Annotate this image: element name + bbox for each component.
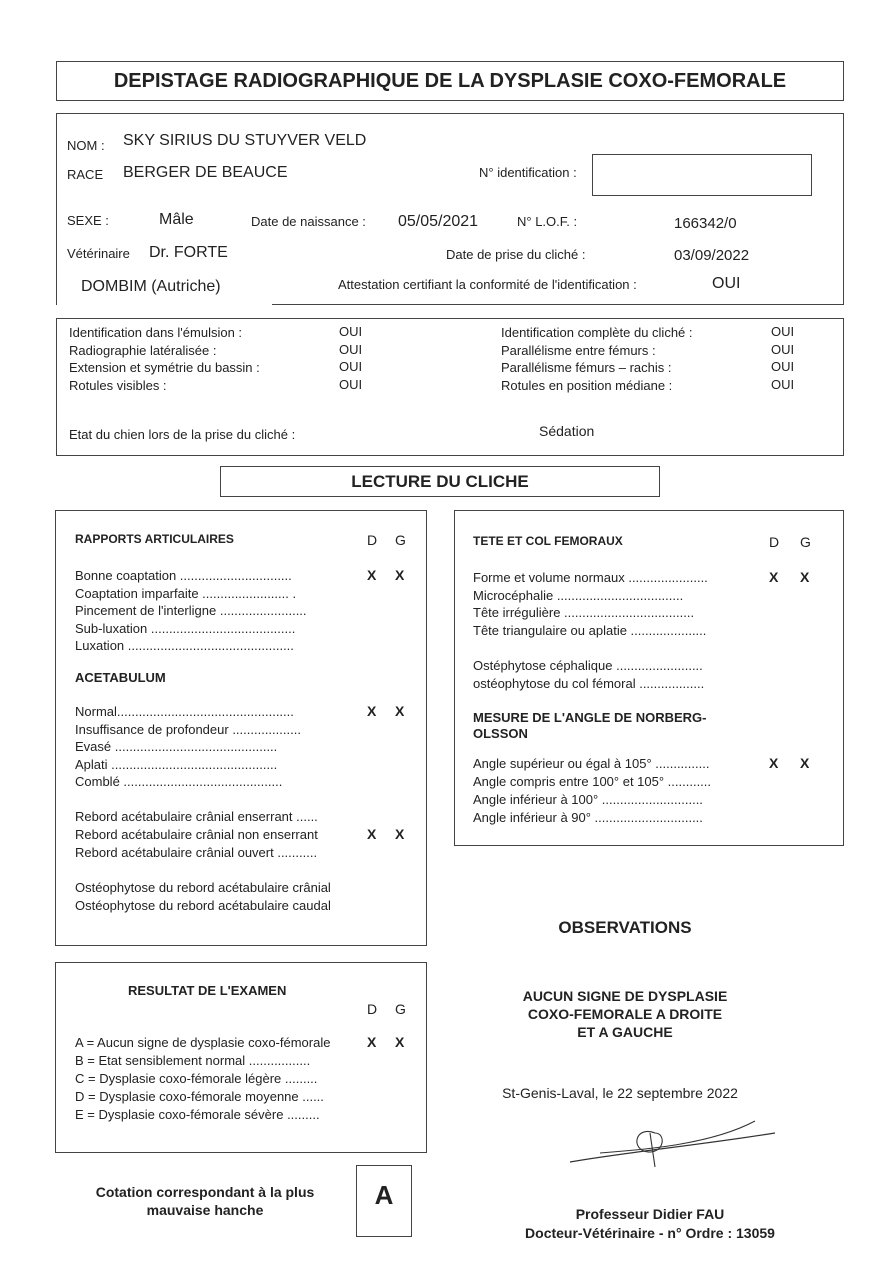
mark-d: X — [367, 1034, 377, 1050]
check-label: Identification complète du cliché : — [501, 325, 693, 340]
check-label: Parallélisme entre fémurs : — [501, 342, 656, 358]
list-item: E = Dysplasie coxo-fémorale sévère ......... — [75, 1107, 320, 1122]
tete-title: TETE ET COL FEMORAUX — [473, 534, 623, 548]
check-label: Rotules visibles : — [69, 377, 167, 393]
lof-value: 166342/0 — [674, 215, 737, 232]
checks-box — [56, 318, 844, 456]
check-value: OUI — [339, 324, 363, 339]
list-item: Bonne coaptation ............................... — [75, 568, 292, 583]
divider — [272, 304, 844, 305]
origin-value: DOMBIM (Autriche) — [81, 278, 221, 295]
nom-label: NOM : — [67, 138, 105, 153]
list-item: Pincement de l'interligne ........................ — [75, 603, 307, 618]
resultat-title: RESULTAT DE L'EXAMEN — [128, 983, 287, 998]
list-item: Angle inférieur à 100° ............................ — [473, 792, 703, 807]
list-item: Ostéophytose du rebord acétabulaire crânial — [75, 880, 331, 895]
race-value: BERGER DE BEAUCE — [123, 164, 288, 181]
check-label: Radiographie latéralisée : — [69, 342, 217, 358]
check-value: OUI — [339, 359, 363, 374]
mark-g: X — [800, 755, 810, 771]
signature-image — [560, 1115, 790, 1175]
sexe-label: SEXE : — [67, 213, 109, 228]
naissance-value: 05/05/2021 — [398, 213, 479, 230]
lecture-box — [220, 466, 660, 497]
list-item: Coaptation imparfaite ........................ . — [75, 585, 297, 601]
attestation-value: OUI — [712, 275, 741, 292]
signatory-title: Docteur-Vétérinaire - n° Ordre : 13059 — [525, 1225, 775, 1241]
mark-d: X — [769, 569, 779, 585]
prise-label: Date de prise du cliché : — [446, 247, 586, 262]
signatory — [500, 1205, 800, 1243]
signatory-name: Professeur Didier FAU — [575, 1206, 725, 1222]
check-value: OUI — [771, 341, 795, 357]
mark-g: X — [800, 569, 810, 585]
check-label: Rotules en position médiane : — [501, 377, 673, 393]
page-title: DEPISTAGE RADIOGRAPHIQUE DE LA DYSPLASIE COXO-FEMORALE — [113, 70, 787, 92]
vet-label: Vétérinaire — [67, 246, 130, 261]
identity-box — [56, 113, 844, 305]
tete-box — [454, 510, 844, 846]
etat-label: Etat du chien lors de la prise du cliché : — [69, 427, 296, 442]
check-label: Identification dans l'émulsion : — [69, 325, 243, 340]
list-item: Angle inférieur à 90° .............................. — [473, 810, 703, 825]
mark-g: X — [395, 703, 405, 719]
place-date: St-Genis-Laval, le 22 septembre 2022 — [502, 1085, 738, 1101]
resultat-box — [55, 962, 427, 1153]
norberg-title-line2: OLSSON — [473, 726, 528, 741]
observations-line2: COXO-FEMORALE A DROITE — [527, 1006, 723, 1022]
check-label: Extension et symétrie du bassin : — [69, 360, 260, 375]
cotation-line1: Cotation correspondant à la plus — [95, 1184, 315, 1200]
list-item: Forme et volume normaux ...................... — [473, 570, 708, 585]
list-item: Angle supérieur ou égal à 105° ............... — [473, 756, 710, 771]
tete-g-header: G — [800, 534, 811, 550]
list-item: Tête irrégulière .................................... — [473, 605, 695, 620]
mark-d: X — [367, 703, 377, 719]
cotation-grade-box — [356, 1165, 412, 1237]
resultat-g-header: G — [395, 1001, 406, 1017]
acetabulum-title: ACETABULUM — [75, 670, 166, 685]
etat-value: Sédation — [539, 423, 595, 439]
check-value: OUI — [771, 359, 795, 374]
ident-field — [592, 154, 812, 196]
mark-g: X — [395, 1034, 405, 1050]
rapports-g-header: G — [395, 532, 406, 548]
list-item: D = Dysplasie coxo-fémorale moyenne ...... — [75, 1089, 324, 1104]
check-value: OUI — [771, 324, 795, 339]
list-item: A = Aucun signe de dysplasie coxo-fémorale — [75, 1035, 331, 1050]
list-item: Aplati .............................................. — [75, 756, 278, 772]
race-label: RACE — [67, 167, 104, 182]
resultat-d-header: D — [367, 1001, 378, 1017]
cotation-text — [60, 1183, 350, 1219]
list-item: Angle compris entre 100° et 105° ............ — [473, 774, 712, 789]
mark-d: X — [367, 567, 377, 583]
check-value: OUI — [771, 376, 795, 392]
list-item: Evasé ............................................. — [75, 739, 278, 754]
rapports-box — [55, 510, 427, 946]
check-label: Parallélisme fémurs – rachis : — [501, 360, 672, 375]
list-item: Rebord acétabulaire crânial ouvert ........... — [75, 845, 318, 860]
list-item: Tête triangulaire ou aplatie ..................... — [473, 622, 707, 638]
sexe-value: Mâle — [159, 211, 194, 228]
ident-label: N° identification : — [479, 165, 577, 180]
check-value: OUI — [339, 341, 363, 357]
list-item: Comblé ............................................ — [75, 774, 283, 789]
lecture-title: LECTURE DU CLICHE — [351, 472, 529, 491]
list-item: B = Etat sensiblement normal ................. — [75, 1053, 311, 1068]
mark-d: X — [367, 826, 377, 842]
list-item: Rebord acétabulaire crânial non enserrant — [75, 827, 318, 842]
list-item: Sub-luxation ........................................ — [75, 620, 296, 636]
list-item: Ostéphytose céphalique ........................ — [473, 658, 703, 673]
vet-value: Dr. FORTE — [149, 244, 228, 261]
check-value: OUI — [339, 376, 363, 392]
list-item: C = Dysplasie coxo-fémorale légère ......... — [75, 1071, 318, 1086]
list-item: Ostéophytose du rebord acétabulaire caudal — [75, 898, 331, 913]
list-item: ostéophytose du col fémoral .................. — [473, 676, 705, 691]
mark-g: X — [395, 567, 405, 583]
prise-value: 03/09/2022 — [674, 247, 750, 264]
observations-text — [470, 987, 780, 1041]
attestation-label: Attestation certifiant la conformité de l'identification : — [338, 277, 637, 292]
list-item: Luxation .............................................. — [75, 638, 294, 653]
rapports-d-header: D — [367, 532, 378, 548]
header-box — [56, 61, 844, 101]
list-item: Insuffisance de profondeur ................... — [75, 721, 301, 737]
observations-title: OBSERVATIONS — [558, 918, 692, 937]
naissance-label: Date de naissance : — [251, 214, 366, 229]
mark-g: X — [395, 826, 405, 842]
observations-line3: ET A GAUCHE — [577, 1024, 673, 1040]
cotation-grade: A — [374, 1180, 394, 1210]
list-item: Normal................................................. — [75, 704, 294, 719]
observations-line1: AUCUN SIGNE DE DYSPLASIE — [522, 988, 728, 1004]
lof-label: N° L.O.F. : — [517, 214, 578, 229]
mark-d: X — [769, 755, 779, 771]
tete-d-header: D — [769, 534, 780, 550]
nom-value: SKY SIRIUS DU STUYVER VELD — [123, 132, 367, 149]
cotation-line2: mauvaise hanche — [146, 1202, 264, 1218]
norberg-title-line1: MESURE DE L'ANGLE DE NORBERG- — [473, 710, 707, 725]
list-item: Rebord acétabulaire crânial enserrant ...... — [75, 809, 318, 824]
rapports-title: RAPPORTS ARTICULAIRES — [75, 532, 234, 546]
list-item: Microcéphalie ................................... — [473, 587, 684, 603]
